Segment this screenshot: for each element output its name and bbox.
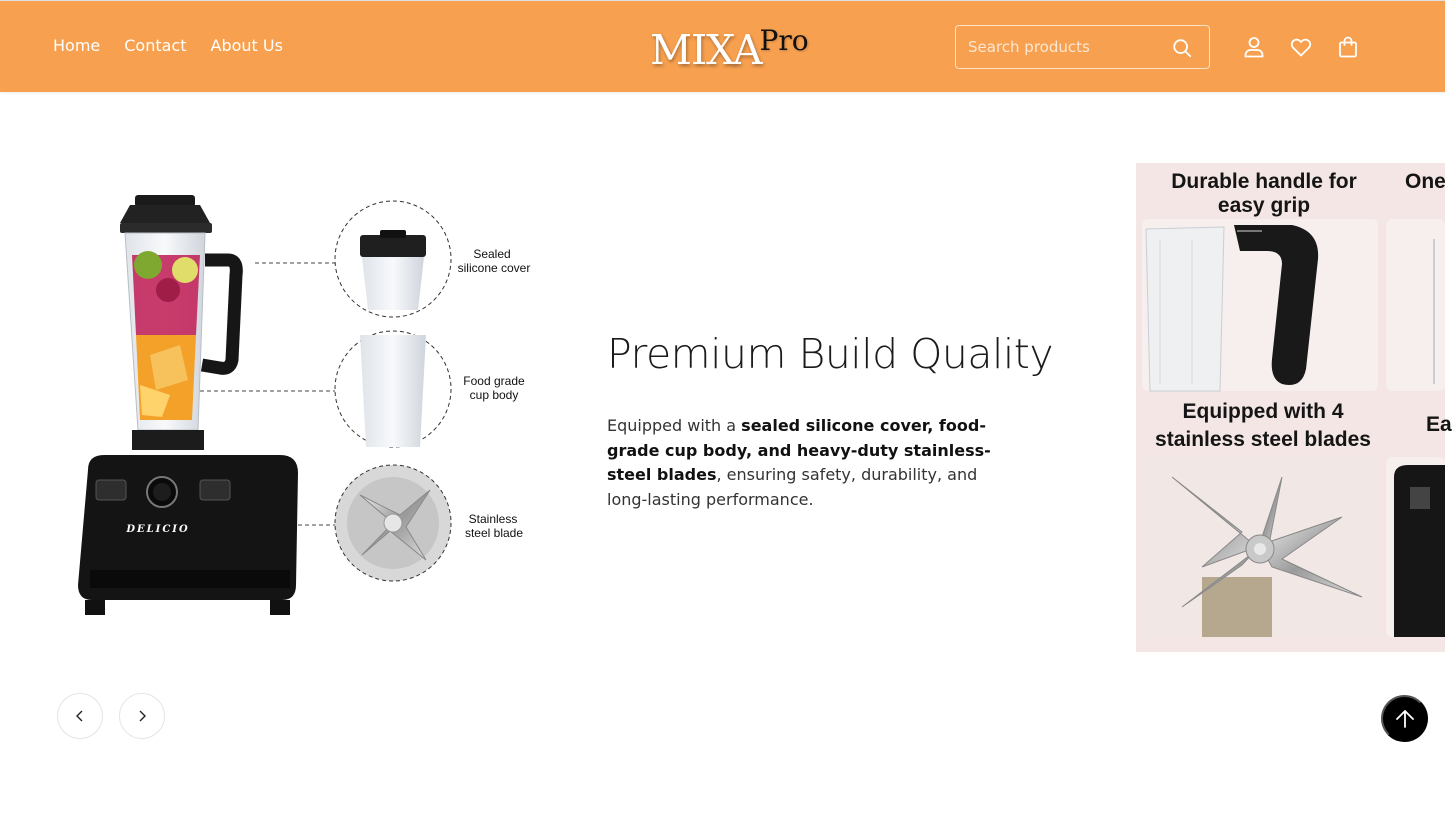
heart-icon[interactable] bbox=[1289, 35, 1313, 59]
preview-image-cut bbox=[1386, 457, 1445, 637]
search-input[interactable] bbox=[968, 36, 1168, 58]
back-to-top-button[interactable] bbox=[1381, 695, 1428, 742]
nav-home[interactable]: Home bbox=[53, 36, 101, 55]
chevron-right-icon bbox=[135, 709, 149, 723]
preview-caption-handle bbox=[1154, 170, 1374, 218]
callout-label: Food grade bbox=[463, 374, 525, 388]
user-icon[interactable] bbox=[1242, 35, 1266, 59]
desc-text: Equipped with a bbox=[607, 416, 742, 435]
preview-caption-blades bbox=[1154, 398, 1372, 454]
desc-bold: sealed silicone cover, food-grade cup body, and heavy-duty stainless-steel blades bbox=[607, 416, 991, 484]
preview-caption-line: Durable handle for bbox=[1171, 170, 1357, 193]
main-nav bbox=[53, 36, 283, 55]
blades-image bbox=[1142, 457, 1378, 637]
desc-text: , ensuring safety, durability, and long-lasting performance. bbox=[607, 465, 978, 509]
callout-label: silicone cover bbox=[457, 261, 531, 275]
nav-about-us[interactable]: About Us bbox=[210, 36, 283, 55]
preview-caption-line: Equipped with 4 bbox=[1182, 400, 1344, 423]
blender-product-image bbox=[70, 185, 540, 625]
jar-handle bbox=[202, 260, 236, 368]
preview-caption-cut: Ea bbox=[1426, 413, 1452, 436]
preview-image-cut bbox=[1386, 219, 1445, 391]
brand-label: DELICIO bbox=[126, 524, 190, 535]
chevron-left-icon bbox=[73, 709, 87, 723]
callout-label: cup body bbox=[469, 388, 519, 402]
slide-title: Premium Build Quality bbox=[607, 330, 1054, 378]
site-header bbox=[0, 0, 1445, 92]
preview-caption-cut: One bbox=[1405, 170, 1446, 193]
next-slide-button[interactable] bbox=[119, 693, 165, 739]
callout-label: steel blade bbox=[464, 526, 524, 540]
next-slide-preview[interactable] bbox=[1136, 163, 1452, 652]
handle-image bbox=[1142, 219, 1378, 391]
logo-main: MIXA bbox=[650, 26, 762, 74]
callout-label: Stainless bbox=[468, 512, 518, 526]
bag-icon[interactable] bbox=[1336, 35, 1360, 59]
slide-description bbox=[607, 414, 1017, 512]
search-box bbox=[955, 25, 1210, 69]
preview-caption-line: stainless steel blades bbox=[1155, 428, 1371, 451]
header-top-border bbox=[0, 0, 1445, 1]
site-logo[interactable] bbox=[650, 26, 811, 74]
prev-slide-button[interactable] bbox=[57, 693, 103, 739]
arrow-up-icon bbox=[1394, 708, 1416, 730]
search-icon[interactable] bbox=[1171, 37, 1193, 59]
nav-contact[interactable]: Contact bbox=[124, 36, 187, 55]
lid-top bbox=[120, 205, 210, 223]
logo-sup: Pro bbox=[759, 24, 809, 57]
callout-label: Sealed bbox=[473, 247, 511, 261]
preview-caption-line: easy grip bbox=[1217, 194, 1311, 217]
